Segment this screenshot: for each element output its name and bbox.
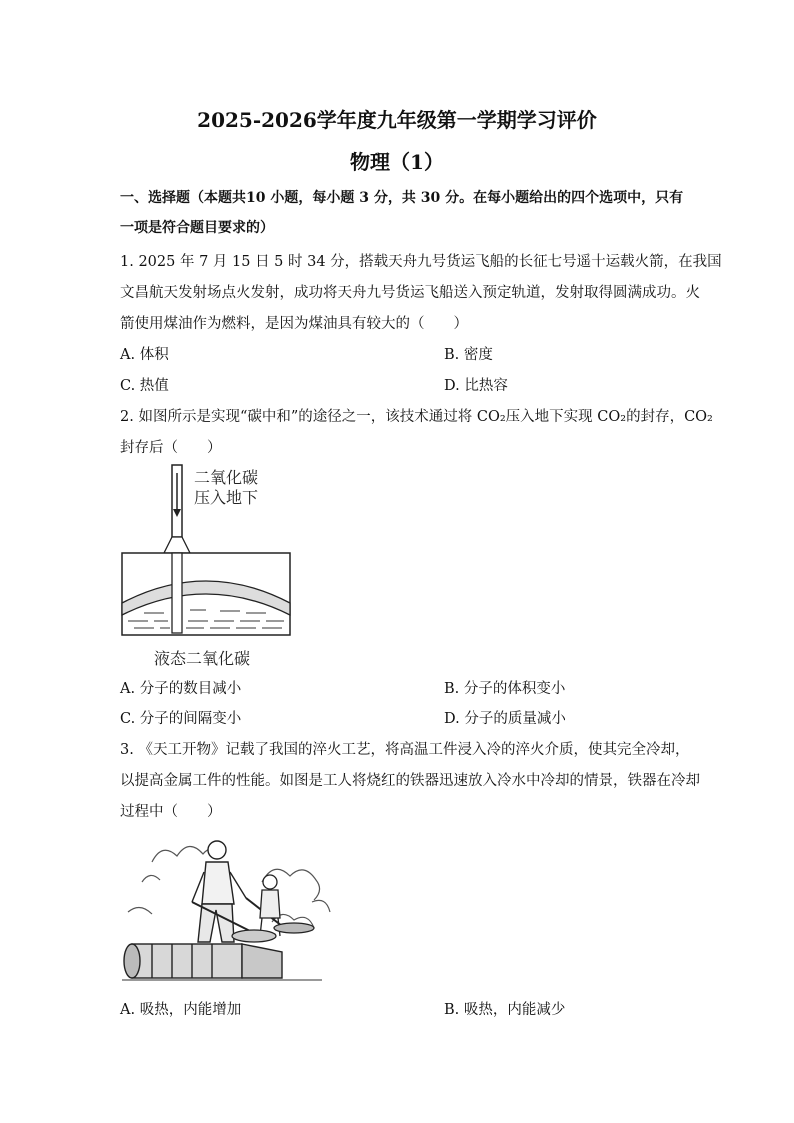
q1-option-b[interactable]: B. 密度 bbox=[444, 347, 493, 363]
co2-storage-figure bbox=[120, 463, 295, 668]
q3-option-b[interactable]: B. 吸热，内能减少 bbox=[444, 1002, 566, 1018]
q1-option-a[interactable]: A. 体积 bbox=[120, 347, 169, 363]
q2-option-b[interactable]: B. 分子的体积变小 bbox=[444, 681, 566, 697]
question-3-line-1: 3. 《天工开物》记载了我国的淬火工艺，将高温工件浸入冷的淬火介质，使其完全冷却， bbox=[120, 742, 690, 758]
q2-option-a[interactable]: A. 分子的数目减小 bbox=[120, 681, 242, 697]
figure-label-liquid-co2: 液态二氧化碳 bbox=[154, 649, 251, 668]
question-1-line-3: 箭使用煤油作为燃料，是因为煤油具有较大的（ ） bbox=[120, 316, 468, 332]
page-title: 2025-2026学年度九年级第一学期学习评价 bbox=[197, 108, 597, 132]
figure-label-inject: 压入地下 bbox=[194, 488, 259, 507]
q2-option-d[interactable]: D. 分子的质量减小 bbox=[444, 711, 566, 727]
question-2-line-2: 封存后（ ） bbox=[120, 440, 222, 456]
q2-option-c[interactable]: C. 分子的间隔变小 bbox=[120, 711, 242, 727]
question-3-line-2: 以提高金属工件的性能。如图是工人将烧红的铁器迅速放入冷水中冷却的情景，铁器在冷却 bbox=[120, 773, 700, 789]
quenching-drawing bbox=[122, 832, 340, 984]
section-heading: 一、选择题（本题共10 小题，每小题 3 分，共 30 分。在每小题给出的四个选项中，只有 bbox=[120, 190, 684, 206]
page-subtitle: 物理（1） bbox=[350, 150, 444, 174]
section-heading-cont: 一项是符合题目要求的） bbox=[120, 220, 274, 236]
figure-label-co2: 二氧化碳 bbox=[194, 468, 259, 487]
quenching-illustration bbox=[122, 832, 340, 984]
q3-option-a[interactable]: A. 吸热，内能增加 bbox=[120, 1002, 242, 1018]
question-1-line-2: 文昌航天发射场点火发射，成功将天舟九号货运飞船送入预定轨道，发射取得圆满成功。火 bbox=[120, 285, 700, 301]
question-2-line-1: 2. 如图所示是实现“碳中和”的途径之一，该技术通过将 CO₂压入地下实现 CO₂的封存，CO₂ bbox=[120, 409, 713, 425]
q1-option-d[interactable]: D. 比热容 bbox=[444, 378, 508, 394]
question-1-line-1: 1. 2025 年 7 月 15 日 5 时 34 分，搭载天舟九号货运飞船的长征七号遥十运载火箭，在我国 bbox=[120, 254, 722, 270]
question-3-line-3: 过程中（ ） bbox=[120, 804, 222, 820]
q1-option-c[interactable]: C. 热值 bbox=[120, 378, 169, 394]
